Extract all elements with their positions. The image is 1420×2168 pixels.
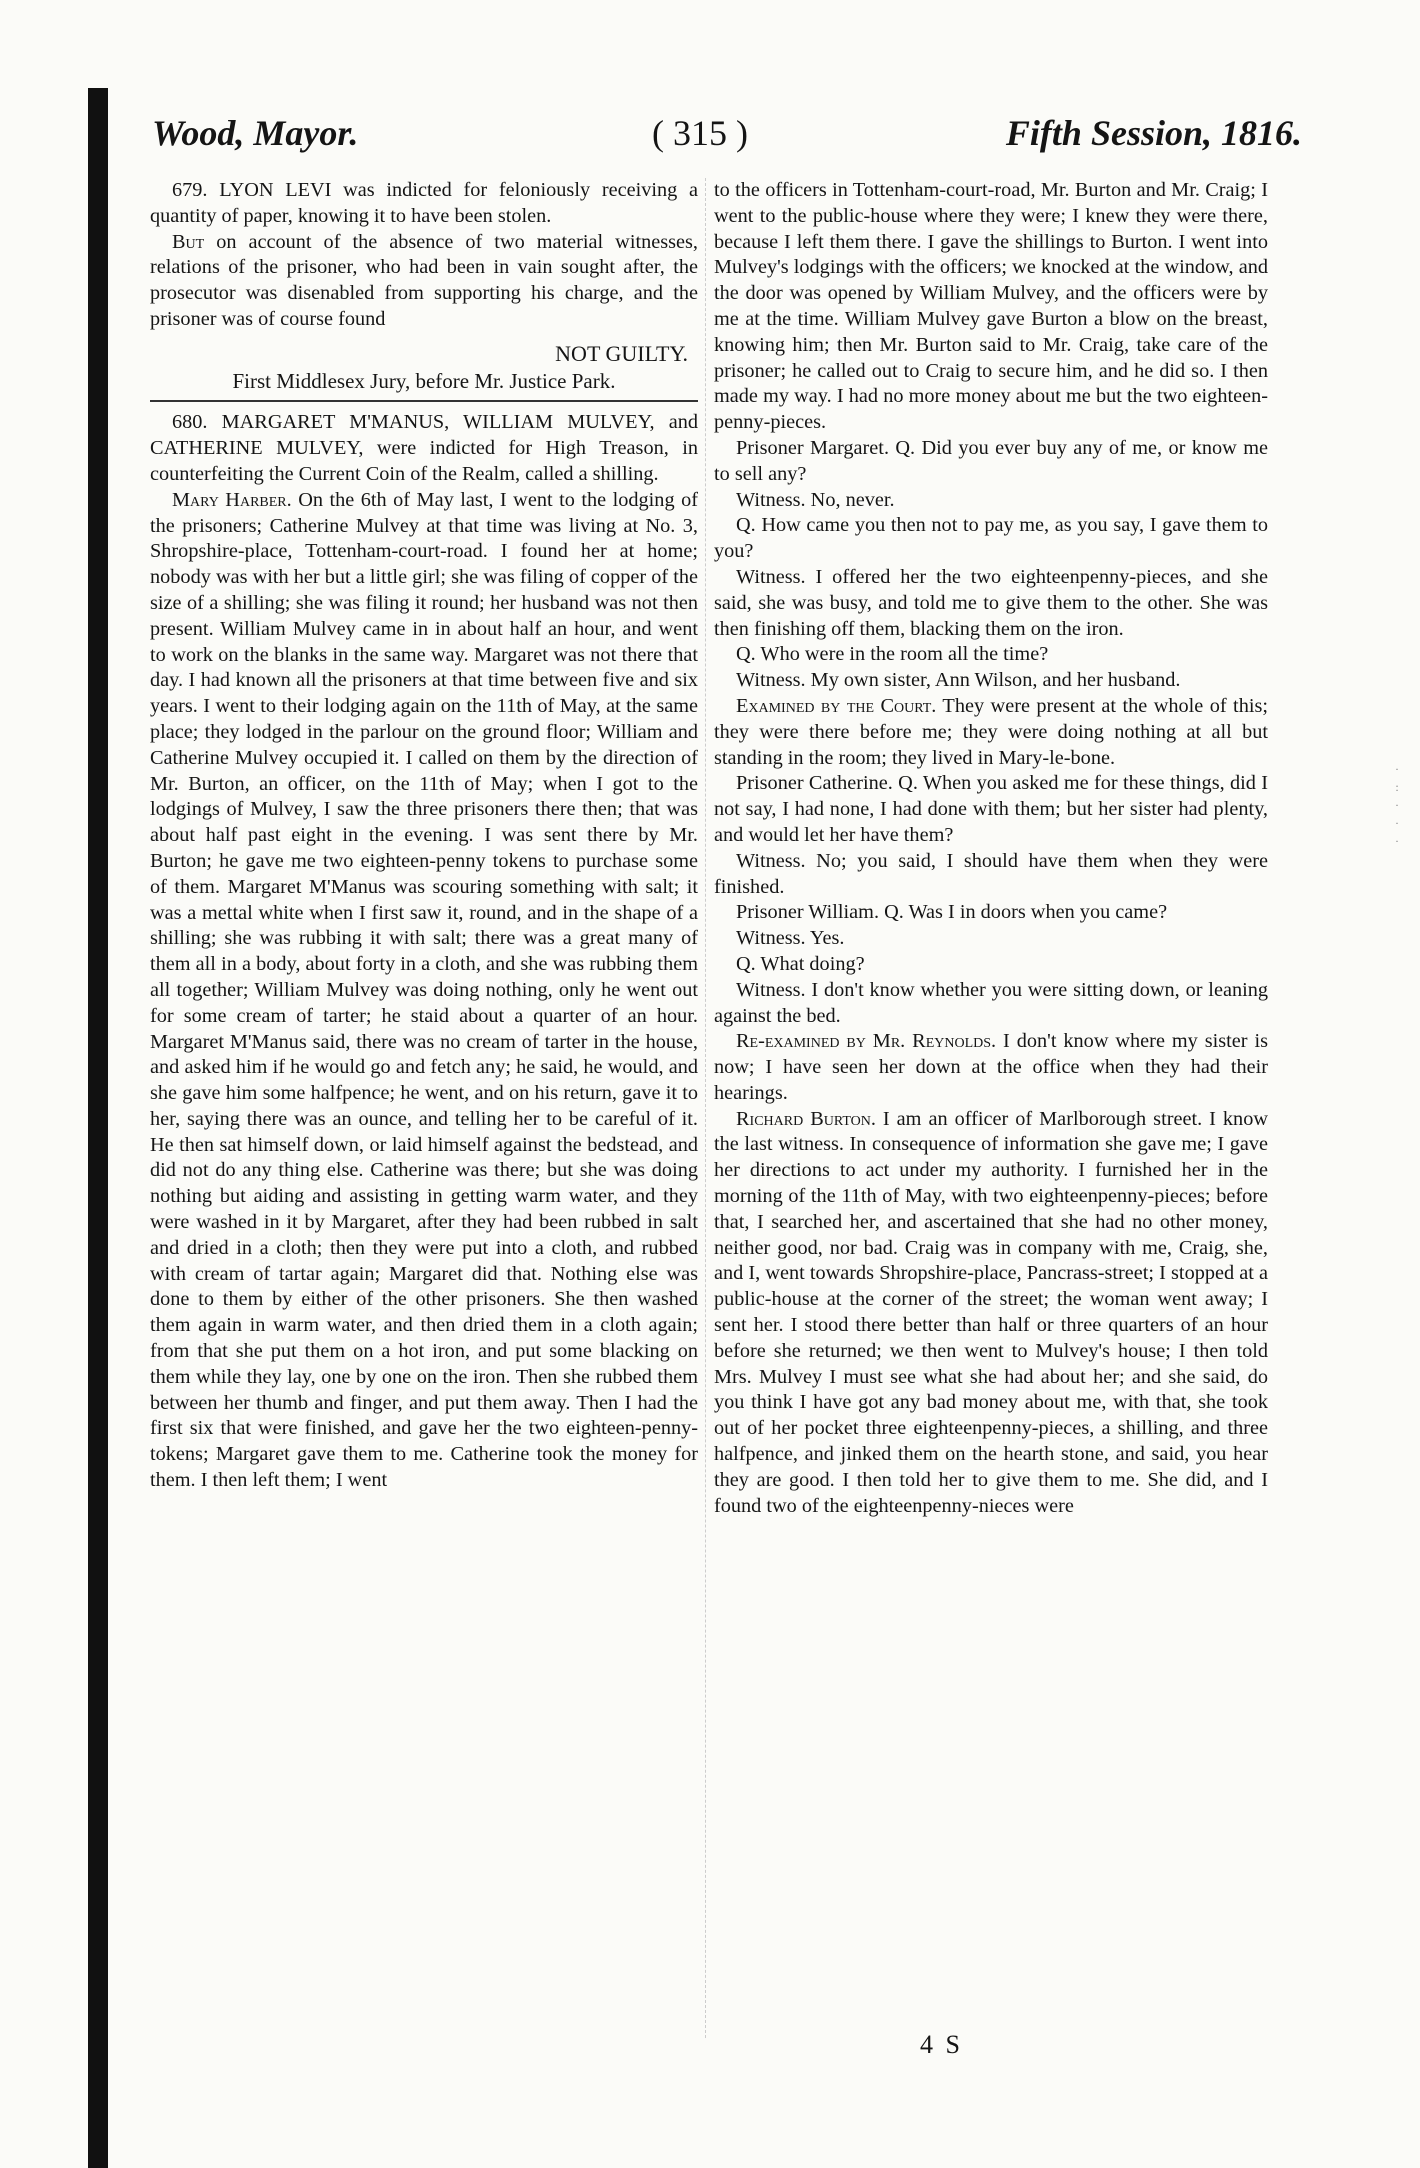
cross-exam-catherine: Prisoner Catherine. Q. When you asked me for these things, did I not say, I had none, I had done with them; but her sister had plenty, and would let her have them? (714, 772, 1268, 846)
book-spine-shadow (88, 88, 108, 2168)
left-column (150, 178, 698, 2038)
burton-testimony (714, 1107, 1268, 1520)
signature-mark: 4 S (920, 2030, 963, 2059)
running-head-right: Fifth Session, 1816. (1005, 113, 1302, 153)
case-680-heading: 680. MARGARET M'MANUS, WILLIAM MULVEY, and CATHERINE MULVEY, were indicted for High Treason, in counterfeiting the Current Coin of the Realm, called a shilling. (150, 411, 698, 485)
witness-name: Mary Harber. (172, 488, 292, 511)
witness-answer-4: Witness. No; you said, I should have them when they were finished. (714, 849, 1268, 898)
re-examination (714, 1029, 1268, 1106)
court-examination (714, 694, 1268, 771)
case-680-testimony (150, 488, 698, 1494)
court-text: They were present at the whole of this; they were there before me; they were doing nothing at all but standing in the room; they lived in Mary-le-bone. (714, 694, 1268, 769)
page-number: ( 315 ) (652, 113, 748, 153)
burton-text: I am an officer of Marlborough street. I know the last witness. In consequence of information she gave me; I gave her directions to act under my authority. I furnished her in the morning of the 11th of May, with two eighteenpenny-pieces; before that, I searched her, and ascertained that she had no other money, neither good, nor bad. Craig was in company with me, Craig, she, and I, went towards Shropshire-place, Pancrass-street; I stopped at a public-house at the corner of the street; the woman went away; I sent her. I stood there better than half or three quarters of an hour before she returned; we then went to Mulvey's house; I then told Mrs. Mulvey I must see what she had about her; and she said, do you think I have got any bad money about me, with that, she took out of her pocket three eighteenpenny-pieces, a shilling, and three halfpence, and jinked them on the hearth stone, and said, you hear they are good. I then told her to give them to me. She did, and I found two of the eighteenpenny-nieces were (714, 1107, 1268, 1517)
re-exam-text: I don't know where my sister is now; I have seen her down at the office when they had their hearings. (714, 1030, 1268, 1104)
witness-answer-6: Witness. I don't know whether you were sitting down, or leaning against the bed. (714, 978, 1268, 1027)
page-header (152, 112, 1302, 172)
testimony-text: On the 6th of May last, I went to the lodging of the prisoners; Catherine Mulvey at that time was living at No. 3, Shropshire-place, Tottenham-court-road. I found her at home; nobody was with her but a little girl; she was filing of copper of the size of a shilling; she was filing it round; her husband was not then present. William Mulvey came in in about half an hour, and went to work on the blanks in the same way. Margaret was not there that day. I had known all the prisoners at that time between five and six years. I went to their lodging again on the 11th of May, at the same place; they lodged in the parlour on the ground floor; William and Catherine Mulvey occupied it. I called on them by the direction of Mr. Burton, an officer, on the 11th of May; when I got to the lodgings of Mulvey, I saw the three prisoners there then; that was about half past eight in the evening. I was sent there by Mr. Burton; he gave me two eighteen-penny tokens to purchase some of them. Margaret M'Manus was scouring something with salt; it was a mettal white when I first saw it, round, and in the shape of a shilling; she was rubbing it with salt; there was a great many of them all in a body, about forty in a cloth, and she was rubbing them all together; William Mulvey was doing nothing, only he went out for some cream of tarter; he staid about a quarter of an hour. Margaret M'Manus said, there was no cream of tarter in the house, and asked him if he would go and fetch any; he said, he would, and she gave him some halfpence; he went, and on his return, gave it to her, saying there was an ounce, and telling her to be careful of it. He then sat himself down, or laid himself against the bedstead, and did not do any thing else. Catherine was there; but she was doing nothing but aiding and assisting in getting warm water, and they were washed in it by Margaret, after they had been rubbed in salt and dried in a cloth; then they were put into a cloth, and rubbed with cream of tartar again; Margaret did that. Nothing else was done to them by either of the other prisoners. She then washed them again in warm water, and then dried them in a cloth again; from that she put them on a hot iron, and put some blacking on them while they lay, one by one on the iron. Then she rubbed them between her thumb and finger, and put them away. Then I had the first six that were finished, and gave her the two eighteen-penny-tokens; Margaret gave them to me. Catherine took the money for them. I then left them; I went (150, 488, 698, 1492)
jury-note: First Middlesex Jury, before Mr. Justice Park. (232, 368, 616, 393)
case-679-lead: But (172, 230, 205, 253)
court-lead: Examined by the Court. (736, 694, 937, 717)
right-column (714, 178, 1268, 2038)
question-1: Q. How came you then not to pay me, as you say, I gave them to you? (714, 514, 1268, 563)
witness-answer-2: Witness. I offered her the two eighteenpenny-pieces, and she said, she was busy, and told me to give them to the other. She was then finishing off them, blacking them on the iron. (714, 565, 1268, 640)
testimony-continued: to the officers in Tottenham-court-road, Mr. Burton and Mr. Craig; I went to the public-house where they were; I knew they were there, because I left them there. I gave the shillings to Burton. I went into Mulvey's lodgings with the officers; we knocked at the window, and the door was opened by William Mulvey, and the officers were by me at the time. William Mulvey gave Burton a blow on the breast, knowing him; then Mr. Burton said to Mr. Craig, take care of the prisoner; he called out to Craig to secure him, and he did so. I then made my way. I had no more money about me but the two eighteen-penny-pieces. (714, 179, 1268, 434)
burton-name: Richard Burton. (736, 1107, 876, 1130)
question-2: Q. Who were in the room all the time? (736, 643, 1049, 666)
witness-answer-3: Witness. My own sister, Ann Wilson, and her husband. (736, 669, 1181, 692)
cross-exam-william: Prisoner William. Q. Was I in doors when you came? (736, 901, 1168, 924)
question-3: Q. What doing? (736, 952, 865, 975)
case-679-outcome-text: on account of the absence of two material witnesses, relations of the prisoner, who had been in vain sought after, the prosecutor was disenabled from supporting his charge, and the prisoner was of course found (150, 230, 698, 330)
witness-answer-5: Witness. Yes. (736, 927, 845, 950)
running-head-left: Wood, Mayor. (152, 113, 359, 153)
witness-answer-1: Witness. No, never. (736, 488, 895, 511)
case-679-text: 679. LYON LEVI was indicted for feloniously receiving a quantity of paper, knowing it to have been stolen. (150, 179, 698, 227)
column-divider (705, 178, 707, 2038)
re-exam-lead: Re-examined by Mr. Reynolds. (736, 1030, 997, 1053)
verdict: NOT GUILTY. (555, 340, 688, 366)
cross-exam-margaret: Prisoner Margaret. Q. Did you ever buy any of me, or know me to sell any? (714, 436, 1268, 485)
margin-marks: · : · · · (1395, 762, 1399, 848)
case-separator (150, 400, 698, 402)
case-679-outcome (150, 230, 698, 333)
